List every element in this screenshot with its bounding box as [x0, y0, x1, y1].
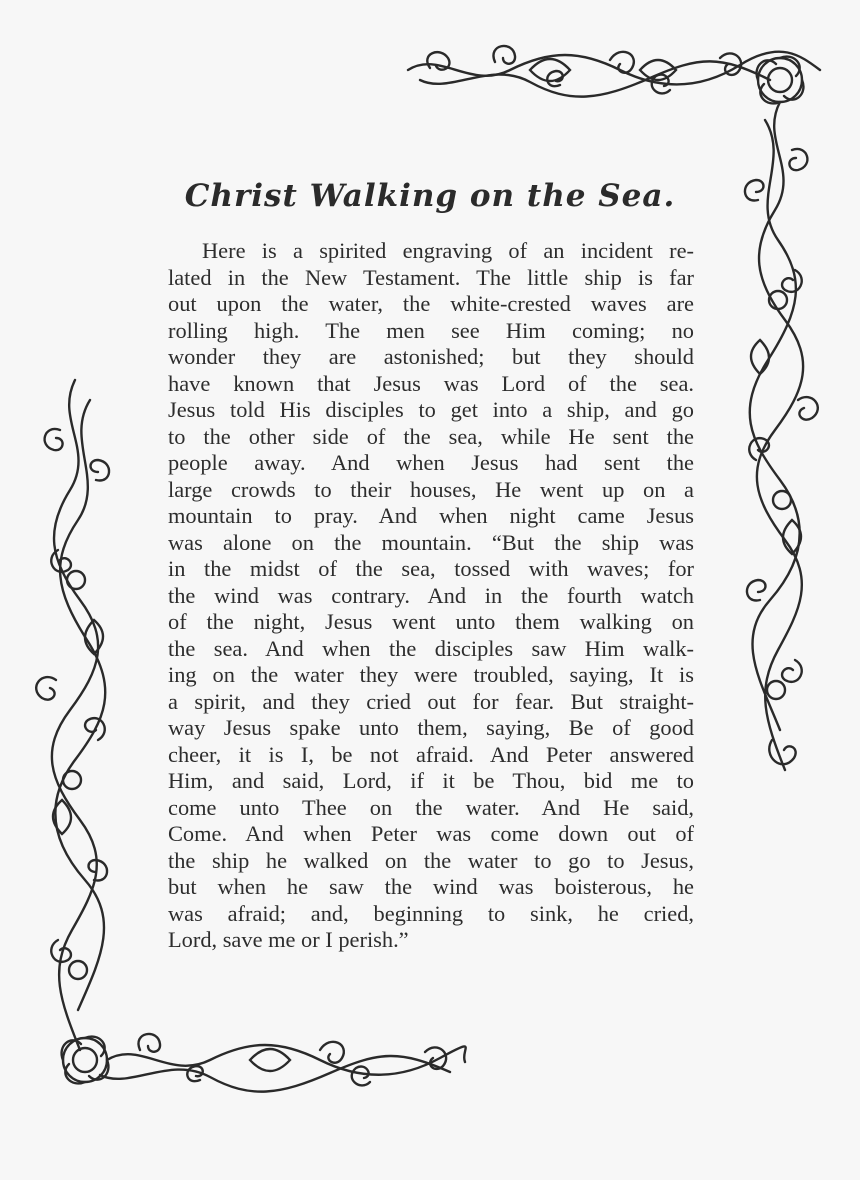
- page-title: Christ Walking on the Sea.: [184, 178, 676, 214]
- text-line: Here is a spirited engraving of an incident re-: [202, 238, 694, 263]
- text-line: cheer, it is I, be not afraid. And Peter answered: [168, 741, 694, 767]
- text-line: rolling high. The men see Him coming; no: [168, 317, 694, 343]
- text-line: in the midst of the sea, tossed with waves; for: [168, 556, 694, 581]
- text-line: wonder they are astonished; but they should: [168, 344, 694, 369]
- text-line: people away. And when Jesus had sent the: [168, 450, 694, 475]
- text-line: ing on the water they were troubled, saying, It is: [168, 662, 694, 687]
- text-line: have known that Jesus was Lord of the sea.: [168, 370, 694, 396]
- text-line: large crowds to their houses, He went up on a: [168, 476, 694, 502]
- text-line: Lord, save me or I perish.”: [168, 927, 409, 952]
- text-line: out upon the water, the white-crested waves are: [168, 291, 694, 316]
- text-line: Him, and said, Lord, if it be Thou, bid me to: [168, 768, 694, 793]
- text-line: Come. And when Peter was come down out of: [168, 821, 694, 846]
- text-line: the ship he walked on the water to go to Jesus,: [168, 847, 694, 873]
- text-line: lated in the New Testament. The little ship is far: [168, 264, 694, 290]
- text-line: a spirit, and they cried out for fear. But straight-: [168, 688, 694, 714]
- text-line: way Jesus spake unto them, saying, Be of good: [168, 715, 694, 740]
- text-line: of the night, Jesus went unto them walking on: [168, 609, 694, 634]
- text-line: the wind was contrary. And in the fourth watch: [168, 582, 694, 608]
- text-line: come unto Thee on the water. And He said,: [168, 794, 694, 820]
- text-line: mountain to pray. And when night came Jesus: [168, 503, 694, 528]
- text-line: Jesus told His disciples to get into a ship, and go: [168, 397, 694, 422]
- text-line: the sea. And when the disciples saw Him walk-: [168, 635, 694, 661]
- text-line: was alone on the mountain. “But the ship was: [168, 529, 694, 555]
- text-line: to the other side of the sea, while He sent the: [168, 423, 694, 449]
- article-body: [168, 238, 694, 954]
- text-line: but when he saw the wind was boisterous, he: [168, 874, 694, 899]
- text-line: was afraid; and, beginning to sink, he cried,: [168, 900, 694, 926]
